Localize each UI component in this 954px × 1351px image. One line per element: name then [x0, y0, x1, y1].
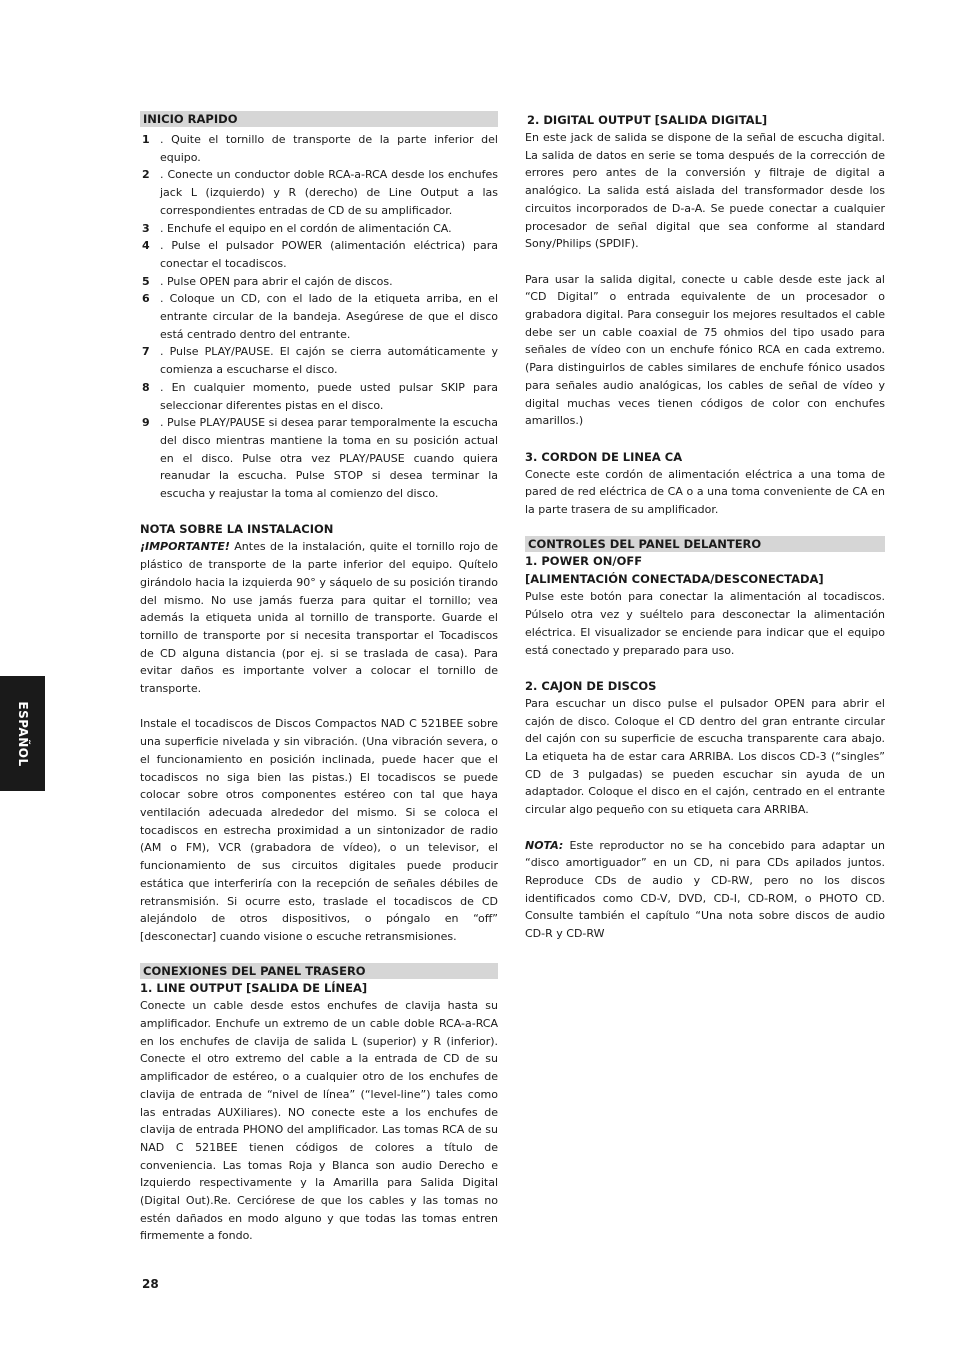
list-item: 8 . En cualquier momento, puede usted pulsar SKIP para seleccionar diferentes pistas en el disco. — [142, 380, 498, 412]
list-item: 9 . Pulse PLAY/PAUSE si desea parar temporalmente la escucha del disco mientras mantiene la toma en su posición actual en el disco. Pulse otra vez PLAY/PAUSE cuando quiera reanudar la escucha. Pulse STOP si desea terminar la escucha y reajustar la toma al comienzo del disco. — [142, 416, 498, 501]
power-text: Pulse este botón para conectar la alimentación al tocadiscos. Púlselo otra vez y suéltelo para desconectar la alimentación eléctrica. El visualizador se enciende para indicar que el equipo está conectado y preparado para uso. — [525, 590, 885, 657]
section-heading-front-panel: CONTROLES DEL PANEL DELANTERO — [525, 536, 885, 552]
line-output-title: 1. LINE OUTPUT [SALIDA DE LÍNEA] — [140, 981, 368, 996]
digital-output-paragraph-1: En este jack de salida se dispone de la señal de escucha digital. La salida de datos en serie se toma después de la corrección de errores pero antes de la conversión y filtraje de digital a analógico. La salida está aislada del transformador desde los circuitos incorporados de D-a-A. Se puede conectar a cualquier procesador de señal digital que sea conforme al standard Sony/Philips (SPDIF). — [525, 131, 885, 251]
installation-paragraph-1: ¡IMPORTANTE! Antes de la instalación, quite el tornillo rojo de plástico de transporte de la parte inferior del equipo. Quítelo girándolo hacia la izquierda 90° y sáquelo de su posición tirando del mismo. No use jamás fuerza para quitar el tornillo; vea además la etiqueta unida al tornillo de transporte. Guarde el tornillo de transporte por si necesita transportar el Tocadiscos de CD alguna distancia (por ej. si se traslada de casa). Para evitar daños es importante volver a colocar el tornillo de transporte. — [140, 540, 498, 696]
list-item: 7 . Pulse PLAY/PAUSE. El cajón se cierra automáticamente y comienza a escucharse el disco. — [142, 345, 498, 377]
language-side-tab — [0, 676, 45, 791]
list-item: 5 . Pulse OPEN para abrir el cajón de discos. — [142, 274, 393, 288]
section-heading-rear-panel: CONEXIONES DEL PANEL TRASERO — [140, 963, 498, 979]
page-number: 28 — [142, 1277, 159, 1291]
right-column — [525, 111, 885, 943]
list-item: 4 . Pulse el pulsador POWER (alimentación eléctrica) para conectar el tocadiscos. — [142, 239, 498, 270]
ac-cord-title: 3. CORDON DE LINEA CA — [525, 449, 683, 464]
line-output-text: Conecte un cable desde estos enchufes de clavija hasta su amplificador. Enchufe un extremo de un cable doble RCA-a-RCA en los enchufes de clavija de salida L (superior) y R (inferior). Conecte el otro extremo del cable a la entrada de CD de su amplificador de estéreo, o a cualquier otro de los enchufes de clavija de entrada de “nivel de línea” (“level-line”) tales como las entradas AUXiliares). NO conecte este a los enchufes de clavija de entrada PHONO del amplificador. Las tomas RCA de su NAD C 521BEE tienen códigos de colores a título de conveniencia. Las tomas Roja y Blanca son audio Derecho e Izquierdo respectivamente y la Amarilla para Salida Digital (Digital Out).Re. Cerciórese de que los cables y las tomas no estén dañados en modo alguno y que todas las tomas entren firmemente a fondo. — [140, 999, 498, 1243]
note-label: NOTA: — [525, 838, 564, 852]
important-label: ¡IMPORTANTE! — [140, 540, 230, 554]
digital-output-paragraph-2: Para usar la salida digital, conecte u cable desde este jack al “CD Digital” o entrada equivalente de un procesador o grabadora digital. Para conseguir los mejores resultados el cable debe ser un cable coaxial de 75 ohmios del tipo usado para señales de vídeo con un enchufe fónico RCA en cada extremo. (Para distinguirlos de cables similares de enchufe fónico usados para señales audio analógicas, los cables de señal de vídeo y digital muchas veces tienen códigos de color con enchufes amarillos.) — [525, 272, 885, 428]
power-title-line-1: 1. POWER ON/OFF — [525, 554, 643, 569]
section-heading-quick-start: INICIO RAPIDO — [140, 111, 498, 127]
ac-cord-text: Conecte este cordón de alimentación eléctrica a una toma de pared de red eléctrica de CA o a una toma conveniente de CA en la parte trasera de su amplificador. — [525, 467, 885, 517]
list-item: 2 . Conecte un conductor doble RCA-a-RCA desde los enchufes jack L (izquierdo) y R (derecho) de Line Output a las correspondientes entradas de CD de su amplificador. — [142, 168, 498, 217]
list-item: 1 . Quite el tornillo de transporte de la parte inferior del equipo. — [142, 133, 498, 164]
installation-paragraph-2: Instale el tocadiscos de Discos Compactos NAD C 521BEE sobre una superficie nivelada y sin vibración. (Una vibración severa, o el funcionamiento en posición inclinada, puede hacer que el tocadiscos no siga bien las pistas.) El tocadiscos se puede colocar sobre otros componentes estéreo con tal que haya ventilación adecuada alrededor del mismo. Si se coloca el tocadiscos en estrecha proximidad a un sintonizador de radio (AM o FM), VCR (grabadora de vídeo), o un televisor, el funcionamiento de sus circuitos digitales puede producir estática que interferiría con la recepción de señales débiles de retransmisión. Si ocurre esto, traslade el tocadiscos de CD alejándolo de otros dispositivos, o póngalo en “off” [desconectar] cuando visione o escuche retransmisiones. — [140, 717, 498, 943]
disc-tray-title: 2. CAJON DE DISCOS — [525, 678, 657, 693]
installation-heading: NOTA SOBRE LA INSTALACION — [140, 522, 334, 537]
digital-output-title: 2. DIGITAL OUTPUT [SALIDA DIGITAL] — [527, 113, 768, 127]
list-item: 3 . Enchufe el equipo en el cordón de alimentación CA. — [142, 221, 452, 235]
disc-tray-note: NOTA: Este reproductor no se ha concebido para adaptar un “disco amortiguador” en un CD, ni para CDs apilados juntos. Reproduce CDs de audio y CD-RW, pero no los discos identificados como CD-V, DVD, CD-I, CD-ROM, o PHOTO CD. Consulte también el capítulo “Una nota sobre discos de audio CD-R y CD-RW — [525, 838, 885, 941]
power-title-line-2: [ALIMENTACIÓN CONECTADA/DESCONECTADA] — [525, 572, 824, 587]
disc-tray-text: Para escuchar un disco pulse el pulsador OPEN para abrir el cajón de disco. Coloque el CD dentro del gran entrante circular del cajón con su superficie de escucha transparente cara abajo. La etiqueta ha de estar cara ARRIBA. Los discos CD-3 (“singles” CD de 3 pulgadas) se pueden escuchar sin ayuda de un adaptador. Coloque el disco en el cajón, centrado en el entrante circular algo pequeño con su etiqueta cara ARRIBA. — [525, 696, 885, 817]
list-item: 6 . Coloque un CD, con el lado de la etiqueta arriba, en el entrante circular de la bandeja. Asegúrese de que el disco está centrado dentro del entrante. — [142, 292, 498, 341]
quick-start-steps — [140, 131, 498, 503]
language-label: ESPAÑOL — [15, 700, 30, 767]
left-column — [140, 111, 498, 1245]
